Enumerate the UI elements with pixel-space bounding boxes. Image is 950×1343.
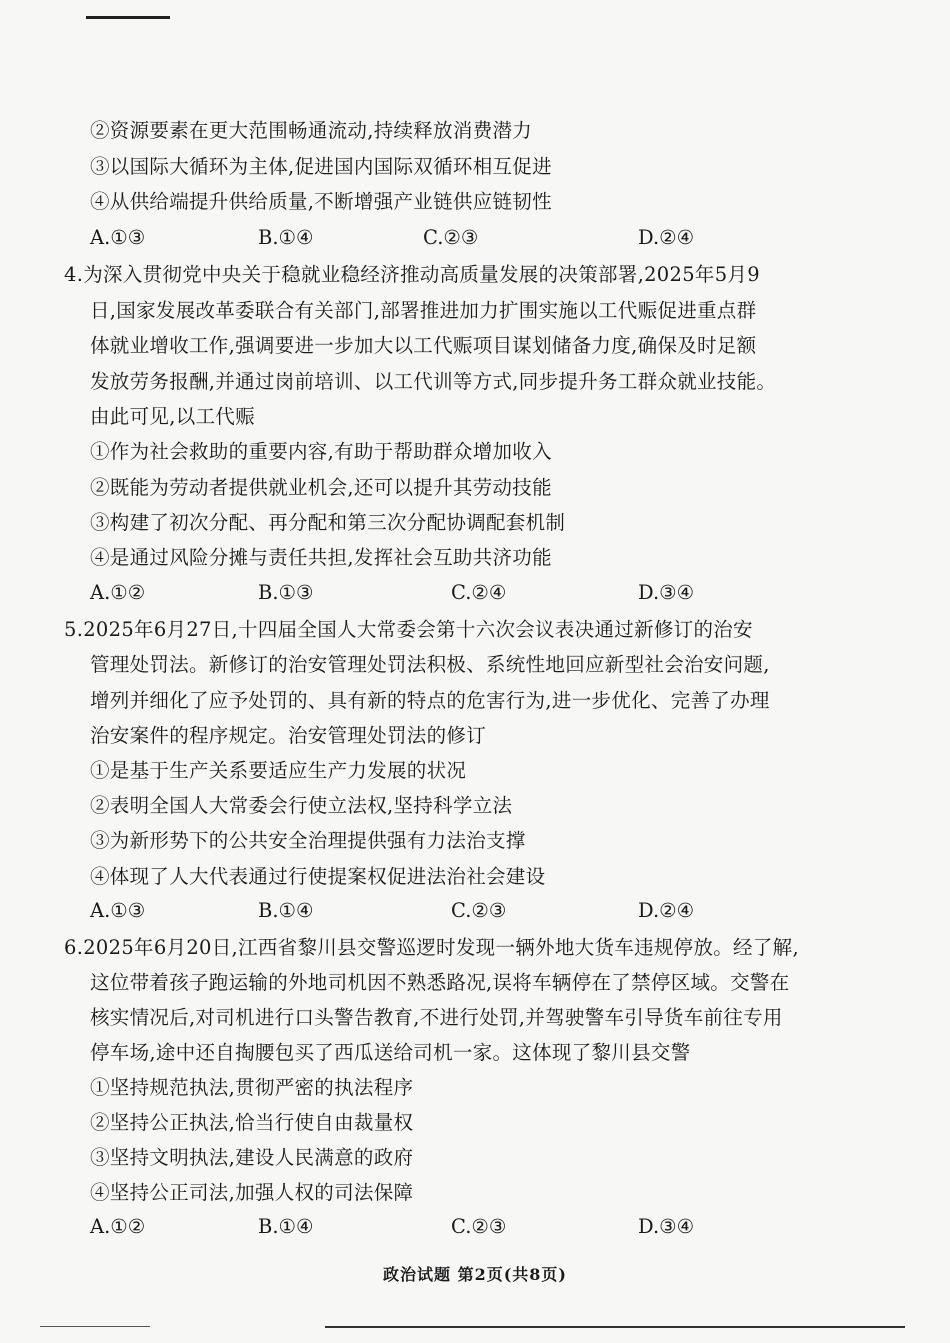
bottom-rule-right — [325, 1326, 905, 1328]
bottom-rule-left — [40, 1326, 150, 1327]
q6-option-a[interactable]: A.①② — [90, 1215, 146, 1238]
q4-option-d[interactable]: D.③④ — [638, 581, 695, 604]
q6-item-2: ②坚持公正执法,恰当行使自由裁量权 — [90, 1111, 414, 1134]
q4-option-b[interactable]: B.①③ — [258, 581, 314, 604]
q5-item-4: ④体现了人大代表通过行使提案权促进法治社会建设 — [90, 865, 546, 888]
q6-option-b[interactable]: B.①④ — [258, 1215, 314, 1238]
q5-option-c[interactable]: C.②③ — [451, 899, 507, 922]
q6-option-c[interactable]: C.②③ — [451, 1215, 507, 1238]
q3-item-3: ③以国际大循环为主体,促进国内国际双循环相互促进 — [90, 155, 552, 178]
q4-stem-2: 日,国家发展改革委联合有关部门,部署推进加力扩围实施以工代赈促进重点群 — [90, 299, 757, 322]
q3-item-4: ④从供给端提升供给质量,不断增强产业链供应链韧性 — [90, 190, 552, 213]
q5-option-a[interactable]: A.①③ — [90, 899, 146, 922]
q4-options — [90, 580, 850, 606]
q4-item-3: ③构建了初次分配、再分配和第三次分配协调配套机制 — [90, 511, 566, 534]
q6-item-4: ④坚持公正司法,加强人权的司法保障 — [90, 1181, 414, 1204]
q3-option-c[interactable]: C.②③ — [423, 226, 479, 249]
q4-stem-5: 由此可见,以工代赈 — [90, 405, 255, 428]
q3-options — [90, 225, 850, 251]
q4-item-2: ②既能为劳动者提供就业机会,还可以提升其劳动技能 — [90, 476, 552, 499]
q6-option-d[interactable]: D.③④ — [638, 1215, 695, 1238]
q4-stem-3: 体就业增收工作,强调要进一步加大以工代赈项目谋划储备力度,确保及时足额 — [90, 334, 757, 357]
q5-stem-1: 5.2025年6月27日,十四届全国人大常委会第十六次会议表决通过新修订的治安 — [64, 618, 753, 641]
q6-stem-2: 这位带着孩子跑运输的外地司机因不熟悉路况,误将车辆停在了禁停区域。交警在 — [90, 971, 790, 994]
q5-item-1: ①是基于生产关系要适应生产力发展的状况 — [90, 759, 467, 782]
q5-option-b[interactable]: B.①④ — [258, 899, 314, 922]
top-mark — [86, 16, 170, 19]
q3-item-2: ②资源要素在更大范围畅通流动,持续释放消费潜力 — [90, 119, 533, 142]
q3-option-a[interactable]: A.①③ — [90, 226, 146, 249]
q4-item-1: ①作为社会救助的重要内容,有助于帮助群众增加收入 — [90, 440, 552, 463]
q3-option-b[interactable]: B.①④ — [258, 226, 314, 249]
q6-item-1: ①坚持规范执法,贯彻严密的执法程序 — [90, 1076, 414, 1099]
q5-stem-4: 治安案件的程序规定。治安管理处罚法的修订 — [90, 724, 487, 747]
q4-stem-1: 4.为深入贯彻党中央关于稳就业稳经济推动高质量发展的决策部署,2025年5月9 — [64, 263, 760, 286]
q3-option-d[interactable]: D.②④ — [638, 226, 695, 249]
q6-item-3: ③坚持文明执法,建设人民满意的政府 — [90, 1146, 414, 1169]
q4-stem-4: 发放劳务报酬,并通过岗前培训、以工代训等方式,同步提升务工群众就业技能。 — [90, 370, 777, 393]
q6-stem-4: 停车场,途中还自掏腰包买了西瓜送给司机一家。这体现了黎川县交警 — [90, 1041, 691, 1064]
q4-option-a[interactable]: A.①② — [90, 581, 146, 604]
page-footer: 政治试题 第2页(共8页) — [383, 1265, 567, 1284]
q5-stem-2: 管理处罚法。新修订的治安管理处罚法积极、系统性地回应新型社会治安问题, — [90, 653, 770, 676]
q5-options — [90, 898, 850, 924]
q5-option-d[interactable]: D.②④ — [638, 899, 695, 922]
q4-option-c[interactable]: C.②④ — [451, 581, 507, 604]
q5-stem-3: 增列并细化了应予处罚的、具有新的特点的危害行为,进一步优化、完善了办理 — [90, 689, 770, 712]
q4-item-4: ④是通过风险分摊与责任共担,发挥社会互助共济功能 — [90, 546, 552, 569]
q5-item-3: ③为新形势下的公共安全治理提供强有力法治支撑 — [90, 829, 526, 852]
q6-stem-1: 6.2025年6月20日,江西省黎川县交警巡逻时发现一辆外地大货车违规停放。经了解, — [64, 936, 799, 959]
q6-stem-3: 核实情况后,对司机进行口头警告教育,不进行处罚,并驾驶警车引导货车前往专用 — [90, 1006, 783, 1029]
q5-item-2: ②表明全国人大常委会行使立法权,坚持科学立法 — [90, 794, 513, 817]
q6-options — [90, 1214, 850, 1240]
